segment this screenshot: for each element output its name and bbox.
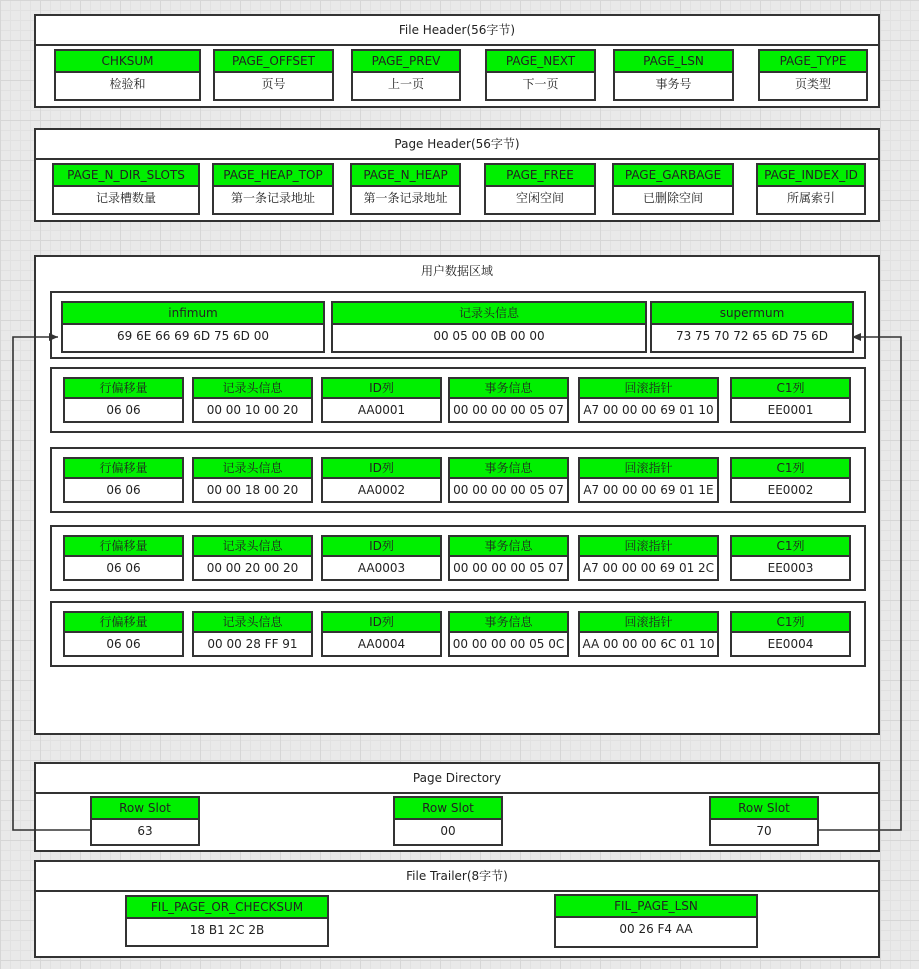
field-label: C1列 (732, 537, 849, 557)
page-header-section (34, 128, 880, 222)
field-value: 上一页 (387, 77, 424, 91)
field-value: 事务号 (655, 77, 692, 91)
field-value: 下一页 (522, 77, 559, 91)
field-label: PAGE_N_HEAP (352, 165, 459, 187)
field-value: EE0001 (767, 403, 814, 417)
field-value: 00 26 F4 AA (619, 922, 693, 936)
record-row (50, 601, 866, 667)
field-value: 00 00 00 00 05 0C (452, 637, 565, 651)
user-data-title: 用户数据区域 (420, 264, 493, 278)
record-field-rollback-pointer (578, 611, 719, 657)
field-label: ID列 (323, 613, 440, 633)
field-label: 回滚指针 (580, 537, 717, 557)
field-label: PAGE_N_DIR_SLOTS (54, 165, 198, 187)
system-records-row (50, 291, 866, 359)
record-row (50, 447, 866, 513)
field-label: 事务信息 (450, 613, 567, 633)
record-field-record-header (192, 535, 313, 581)
field-label: FIL_PAGE_LSN (556, 896, 756, 918)
field-page-lsn (613, 49, 734, 101)
record-field-id-column (321, 535, 442, 581)
field-label: ID列 (323, 537, 440, 557)
user-data-section (34, 255, 880, 735)
row-slot-2 (393, 796, 503, 846)
field-fil-page-or-checksum (125, 895, 329, 947)
field-label: 行偏移量 (65, 537, 182, 557)
field-value: AA0003 (357, 561, 406, 575)
field-value: 00 00 10 00 20 (206, 403, 299, 417)
field-label: 记录头信息 (194, 537, 311, 557)
field-page-free (484, 163, 596, 215)
field-label: Row Slot (395, 798, 501, 820)
field-label: 行偏移量 (65, 379, 182, 399)
field-value: 63 (137, 824, 153, 838)
field-page-prev (351, 49, 461, 101)
record-field-transaction-info (448, 457, 569, 503)
field-value: 18 B1 2C 2B (189, 923, 265, 937)
field-value: 第一条记录地址 (363, 191, 448, 205)
infimum-record (61, 301, 325, 353)
field-label: PAGE_OFFSET (215, 51, 332, 73)
field-value: EE0003 (767, 561, 814, 575)
page-directory-title: Page Directory (36, 764, 878, 794)
field-page-offset (213, 49, 334, 101)
row-slot-3 (709, 796, 819, 846)
record-field-rollback-pointer (578, 377, 719, 423)
record-field-c1-column (730, 377, 851, 423)
field-value: 06 06 (106, 637, 141, 651)
field-value: 06 06 (106, 483, 141, 497)
page-directory-section (34, 762, 880, 852)
record-row (50, 367, 866, 433)
field-label: FIL_PAGE_OR_CHECKSUM (127, 897, 327, 919)
record-field-transaction-info (448, 611, 569, 657)
field-label: 事务信息 (450, 459, 567, 479)
record-field-row-offset (63, 535, 184, 581)
field-value: A7 00 00 00 69 01 1E (583, 483, 714, 497)
record-field-row-offset (63, 457, 184, 503)
record-field-record-header (192, 611, 313, 657)
file-trailer-section (34, 860, 880, 958)
field-label: 行偏移量 (65, 459, 182, 479)
field-page-n-heap (350, 163, 461, 215)
field-value: 空闲空间 (515, 191, 564, 205)
field-value: AA0004 (357, 637, 406, 651)
file-header-section (34, 14, 880, 108)
record-field-row-offset (63, 377, 184, 423)
field-value: 00 00 00 00 05 07 (453, 561, 564, 575)
file-trailer-title: File Trailer(8字节) (36, 862, 878, 892)
field-page-type (758, 49, 868, 101)
field-value: AA 00 00 00 6C 01 10 (582, 637, 715, 651)
field-label: PAGE_PREV (353, 51, 459, 73)
record-field-record-header (192, 377, 313, 423)
field-value: A7 00 00 00 69 01 2C (582, 561, 715, 575)
field-value: 已删除空间 (642, 191, 703, 205)
field-value: 06 06 (106, 561, 141, 575)
field-value: 69 6E 66 69 6D 75 6D 00 (116, 329, 269, 343)
field-value: EE0004 (767, 637, 814, 651)
field-label: supermum (652, 303, 852, 325)
record-field-row-offset (63, 611, 184, 657)
field-label: PAGE_FREE (486, 165, 594, 187)
field-value: 00 00 20 00 20 (206, 561, 299, 575)
field-label: 记录头信息 (194, 379, 311, 399)
field-value: A7 00 00 00 69 01 10 (583, 403, 714, 417)
record-field-c1-column (730, 611, 851, 657)
field-label: ID列 (323, 379, 440, 399)
record-field-transaction-info (448, 377, 569, 423)
field-value: 检验和 (109, 77, 146, 91)
supremum-record (650, 301, 854, 353)
field-value: 00 (440, 824, 456, 838)
field-value: 06 06 (106, 403, 141, 417)
field-label: CHKSUM (56, 51, 199, 73)
field-label: infimum (63, 303, 323, 325)
record-row (50, 525, 866, 591)
field-value: 记录槽数量 (95, 191, 156, 205)
field-value: 00 00 18 00 20 (206, 483, 299, 497)
field-value: 所属索引 (786, 191, 835, 205)
field-value: 70 (756, 824, 772, 838)
field-label: PAGE_TYPE (760, 51, 866, 73)
field-value: 00 05 00 0B 00 00 (433, 329, 545, 343)
field-label: PAGE_LSN (615, 51, 732, 73)
record-field-transaction-info (448, 535, 569, 581)
record-field-id-column (321, 377, 442, 423)
field-label: PAGE_GARBAGE (614, 165, 732, 187)
record-field-record-header (192, 457, 313, 503)
field-page-n-dir-slots (52, 163, 200, 215)
record-header-info (331, 301, 647, 353)
field-label: PAGE_HEAP_TOP (214, 165, 332, 187)
row-slot-1 (90, 796, 200, 846)
field-value: 00 00 28 FF 91 (207, 637, 298, 651)
field-value: AA0002 (357, 483, 406, 497)
field-label: 事务信息 (450, 379, 567, 399)
field-label: PAGE_NEXT (487, 51, 594, 73)
field-label: 记录头信息 (194, 459, 311, 479)
field-page-index-id (756, 163, 866, 215)
field-label: 行偏移量 (65, 613, 182, 633)
record-field-rollback-pointer (578, 535, 719, 581)
field-value: AA0001 (357, 403, 406, 417)
field-label: C1列 (732, 379, 849, 399)
field-value: 页类型 (794, 77, 831, 91)
field-page-heap-top (212, 163, 334, 215)
field-label: 回滚指针 (580, 379, 717, 399)
field-label: 记录头信息 (194, 613, 311, 633)
field-label: 回滚指针 (580, 459, 717, 479)
record-field-c1-column (730, 457, 851, 503)
field-label: 回滚指针 (580, 613, 717, 633)
field-page-next (485, 49, 596, 101)
field-fil-page-lsn (554, 894, 758, 948)
field-chksum (54, 49, 201, 101)
record-field-id-column (321, 457, 442, 503)
field-page-garbage (612, 163, 734, 215)
file-header-title: File Header(56字节) (36, 16, 878, 46)
record-field-id-column (321, 611, 442, 657)
field-label: C1列 (732, 459, 849, 479)
field-value: 00 00 00 00 05 07 (453, 483, 564, 497)
record-field-c1-column (730, 535, 851, 581)
page-header-title: Page Header(56字节) (36, 130, 878, 160)
field-label: 事务信息 (450, 537, 567, 557)
field-label: C1列 (732, 613, 849, 633)
field-label: ID列 (323, 459, 440, 479)
field-label: Row Slot (92, 798, 198, 820)
field-label: PAGE_INDEX_ID (758, 165, 864, 187)
field-value: 73 75 70 72 65 6D 75 6D (675, 329, 829, 343)
field-label: Row Slot (711, 798, 817, 820)
field-value: 00 00 00 00 05 07 (453, 403, 564, 417)
record-field-rollback-pointer (578, 457, 719, 503)
field-value: EE0002 (767, 483, 814, 497)
field-value: 页号 (261, 77, 286, 91)
field-value: 第一条记录地址 (230, 191, 315, 205)
field-label: 记录头信息 (333, 303, 645, 325)
